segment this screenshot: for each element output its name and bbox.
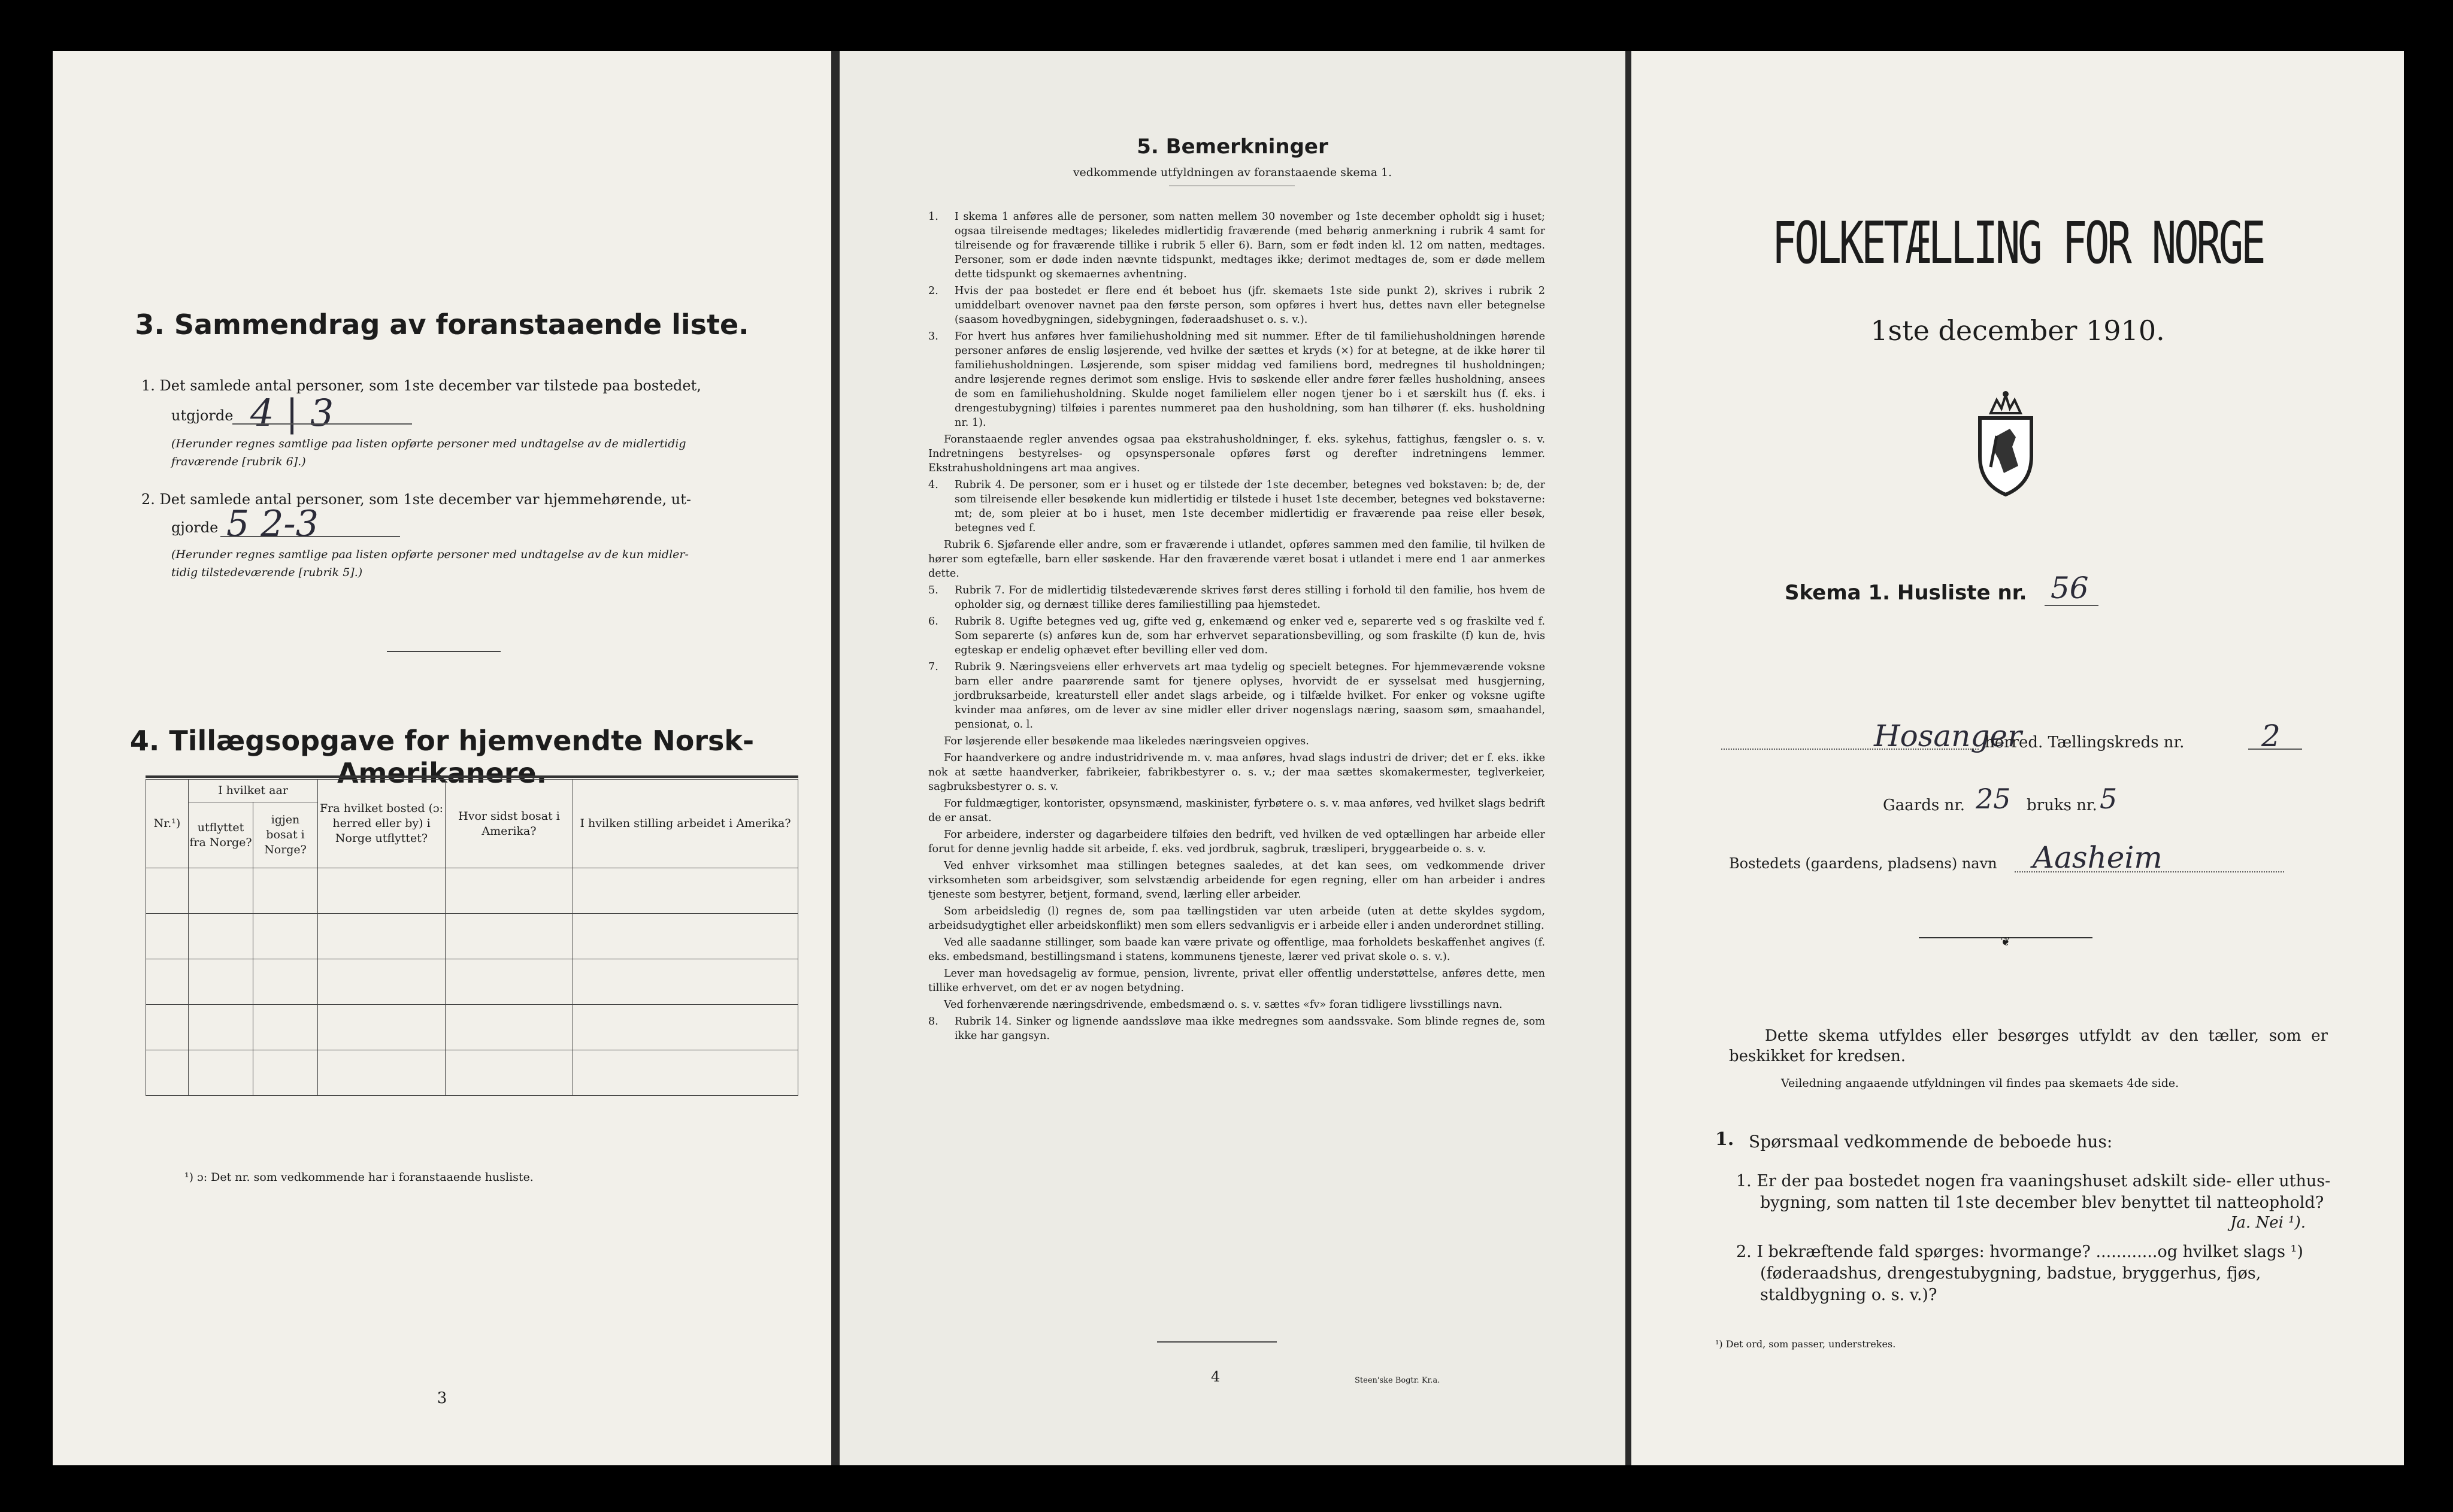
remark-text: I skema 1 anføres alle de personer, som natten mellem 30 november og 1ste december opholdt sig i huset; ogsaa tilreisende medtages; likeledes midlertidig fraværende (med behørig anmerkning i rubrik 4 samt for tilreisende og for fraværende tillike i rubrik 5 eller 6). Barn, som er født inden kl. 12 om natten, medtages. Personer, som er døde inden nævnte tidspunkt, medtages ikke; derimot medtages de, som er døde mellem dette tidspunkt og skemaernes avhentning.	[955, 211, 1545, 280]
question-1: 1. Er der paa bostedet nogen fra vaaningshuset adskilt side- eller uthus-bygning, som natten til 1ste december blev benyttet til natteophold?	[1736, 1172, 2331, 1212]
schema-label: Skema 1. Husliste nr.	[1785, 581, 2027, 605]
bruks-label: bruks nr.	[2027, 796, 2097, 814]
right-page	[1631, 51, 2404, 1465]
remark-text: Rubrik 8. Ugifte betegnes ved ug, gifte ved g, enkemænd og enker ved e, separerte ved s og fraskilte ved f. Som separerte (s) anføres kun de, som har erhvervet separationsbevilling, og som fraskilte (f) kun de, hvis egteskap er endelig ophævet efter bevilling eller ved dom.	[955, 616, 1545, 656]
item1-value: 4 | 3	[250, 391, 334, 435]
remark-number: 7.	[928, 661, 938, 673]
remarks-subtitle: vedkommende utfyldningen av foranstaaende skema 1.	[1073, 166, 1392, 179]
remark-text: Rubrik 9. Næringsveiens eller erhvervets art maa tydelig og specielt betegnes. For hjemmeværende voksne barn eller andre paarørende samt for tjenere oplyses, hvorvidt de er sysselsat med husgjerning, jordbruksarbeide, kreaturstell eller andet slags arbeide, og i tilfælde hvilket. For enker og voksne ugifte kvinder maa anføres, om de lever av sine midler eller driver nogenslags næring, saasom søm, smaahandel, pensionat, o. l.	[955, 661, 1545, 731]
coat-of-arms-icon	[1967, 389, 2045, 497]
remark-text: Som arbeidsledig (l) regnes de, som paa tællingstiden var uten arbeide (uten at dette skyldes sygdom, arbeidsudygtighet eller arbeidskonflikt) men som ellers sedvanligvis er i arbeide eller i anden underordnet stilling.	[928, 905, 1545, 932]
page-number-4: 4	[1211, 1368, 1221, 1385]
remark-text: Foranstaaende regler anvendes ogsaa paa ekstrahusholdninger, f. eks. sykehus, fattighus, fængsler o. s. v. Indretningens bestyrelses- og opsynspersonale opføres først og derefter indretningens lemmer. Ekstrahusholdningens art maa angives.	[928, 434, 1545, 474]
kreds-underline	[2248, 749, 2302, 750]
remark-text: Rubrik 14. Sinker og lignende aandssløve maa ikke medregnes som aandssvake. Som blinde regnes de, som ikke har gangsyn.	[955, 1016, 1545, 1042]
remark-text: For arbeidere, inderster og dagarbeidere tilføies den bedrift, ved hvilken de ved optællingen har arbeide eller forut for denne jevnlig hadde sit arbeide, f. eks. ved jordbruk, sagbruk, træsliperi, bryggearbeide o. s. v.	[928, 829, 1545, 855]
remark-number: 8.	[928, 1016, 938, 1028]
questions-number: 1.	[1715, 1129, 1734, 1150]
herred-underline	[1721, 749, 1979, 750]
herred-label: herred. Tællingskreds nr.	[1985, 734, 2185, 752]
bosted-value: Aasheim	[2033, 840, 2163, 875]
left-page	[53, 51, 831, 1465]
item1-note-line2: fraværende [rubrik 6].)	[171, 455, 306, 468]
section4-title: 4. Tillægsopgave for hjemvendte Norsk-Amerikanere.	[129, 725, 755, 789]
bosted-underline	[2015, 871, 2284, 872]
page-number-3: 3	[437, 1389, 447, 1407]
item1-note-line1: (Herunder regnes samtlige paa listen opførte personer med undtagelse av de midlertidig	[171, 437, 686, 450]
herred-value: Hosanger	[1874, 719, 2022, 753]
husliste-underline	[2045, 605, 2098, 606]
remark-text: Hvis der paa bostedet er flere end ét beboet hus (jfr. skemaets 1ste side punkt 2), skrives i rubrik 2 umiddelbart ovenover navnet paa den første person, som opføres i hvert hus, dettes navn eller betegnelse (saasom hovedbygningen, sidebygningen, føderaadshuset o. s. v.).	[955, 285, 1545, 326]
section3-title: 3. Sammendrag av foranstaaende liste.	[135, 308, 749, 341]
remark-item	[928, 828, 1545, 856]
item1-underline	[232, 423, 412, 425]
bosted-label: Bostedets (gaardens, pladsens) navn	[1729, 855, 1997, 872]
th-returned: igjen bosat i Norge?	[253, 802, 318, 868]
remark-item	[928, 904, 1545, 933]
printer-mark: Steen'ske Bogtr. Kr.a.	[1355, 1376, 1440, 1385]
middle-page	[840, 51, 1625, 1465]
remark-text: Lever man hovedsagelig av formue, pension, livrente, privat eller offentlig understøttelse, anføres dette, men tillike erhvervet, om det er av nogen betydning.	[928, 968, 1545, 994]
question-1-answer: Ja. Nei ¹).	[2230, 1214, 2306, 1232]
th-nr: Nr.¹)	[146, 780, 189, 868]
section-divider	[387, 651, 501, 652]
remark-number: 1.	[928, 211, 938, 223]
remark-item	[928, 538, 1545, 581]
remark-item	[928, 284, 1545, 327]
remark-number: 4.	[928, 479, 938, 491]
table-row	[146, 1050, 798, 1096]
remark-item	[928, 796, 1545, 825]
remark-item	[928, 935, 1545, 964]
item1-text: 1. Det samlede antal personer, som 1ste december var tilstede paa bostedet,	[141, 377, 701, 394]
table-row	[146, 1005, 798, 1050]
question-2: 2. I bekræftende fald spørges: hvormange? ............og hvilket slags ¹) (føderaadshus, drengestubygning, badstue, bryggerhus, fjøs, staldbygning o. s. v.)?	[1736, 1243, 2303, 1304]
kreds-number: 2	[2261, 719, 2281, 753]
guidance-text: Veiledning angaaende utfyldningen vil findes paa skemaets 4de side.	[1781, 1077, 2179, 1090]
remark-text: Rubrik 4. De personer, som er i huset og er tilstede der 1ste december, betegnes ved bokstaven: b; de, der som tilreisende eller besøkende kun midlertidig er tilstede i huset 1ste december, betegnes ved bokstaverne: mt; de, som pleier at bo i huset, men 1ste december midlertidig er fraværende paa reise eller besøk, betegnes ved f.	[955, 479, 1545, 534]
item1-prefix: utgjorde	[171, 407, 234, 424]
remark-number: 2.	[928, 285, 938, 297]
item2-value: 5 2-3	[226, 503, 319, 545]
remarks-list	[928, 210, 1545, 1046]
th-last-america: Hvor sidst bosat i Amerika?	[446, 780, 573, 868]
remark-item	[928, 660, 1545, 732]
remark-number: 5.	[928, 584, 938, 596]
ornament-divider: ❦	[1919, 937, 2092, 944]
census-date: 1ste december 1910.	[1870, 314, 2165, 347]
gaards-number: 25	[1976, 783, 2011, 815]
remark-text: Rubrik 7. For de midlertidig tilstedeværende skrives først deres stilling i forhold til den familie, hos hvem de opholder sig, og dernæst tillike deres familiestilling paa hjemstedet.	[955, 584, 1545, 611]
table-top-rule	[146, 775, 798, 778]
remark-item	[928, 734, 1545, 749]
gaards-label: Gaards nr.	[1883, 796, 1966, 814]
th-from-place: Fra hvilket bosted (ɔ: herred eller by) i Norge utflyttet?	[318, 780, 446, 868]
bruks-number: 5	[2100, 783, 2118, 815]
item2-prefix: gjorde	[171, 519, 219, 536]
remark-item	[928, 478, 1545, 535]
remark-item	[928, 583, 1545, 612]
questions-heading: Spørsmaal vedkommende de beboede hus:	[1749, 1132, 2113, 1152]
husliste-number: 56	[2051, 571, 2089, 605]
item2-note-line2: tidig tilstedeværende [rubrik 5].)	[171, 566, 363, 579]
instruction-text: Dette skema utfyldes eller besørges utfyldt av den tæller, som er beskikket for kredsen.	[1729, 1027, 2328, 1065]
page-fold	[831, 51, 840, 1465]
remark-item	[928, 859, 1545, 902]
remark-item	[928, 329, 1545, 430]
census-title: FOLKETÆLLING FOR NORGE	[1771, 210, 2264, 277]
th-emigrated: utflyttet fra Norge?	[189, 802, 253, 868]
remark-item	[928, 751, 1545, 794]
bottom-rule	[1157, 1341, 1277, 1343]
remark-number: 6.	[928, 616, 938, 628]
table-row	[146, 914, 798, 959]
table-footnote: ¹) ɔ: Det nr. som vedkommende har i foranstaaende husliste.	[184, 1171, 534, 1184]
remark-text: For fuldmægtiger, kontorister, opsynsmænd, maskinister, fyrbøtere o. s. v. maa anføres, ved hvilket slags bedrift de er ansat.	[928, 798, 1545, 824]
th-occupation: I hvilken stilling arbeidet i Amerika?	[573, 780, 798, 868]
remark-text: Ved forhenværende næringsdrivende, embedsmænd o. s. v. sættes «fv» foran tidligere livsstillings navn.	[944, 999, 1503, 1011]
item2-note-line1: (Herunder regnes samtlige paa listen opførte personer med undtagelse av de kun midler-	[171, 548, 689, 561]
remark-text: Ved alle saadanne stillinger, som baade kan være private og offentlige, maa forholdets beskaffenhet angives (f. eks. embedsmand, bestillingsmand i statens, kommunens tjeneste, lærer ved privat skole o. s. v.).	[928, 937, 1545, 963]
right-footnote: ¹) Det ord, som passer, understrekes.	[1715, 1338, 1896, 1350]
item2-text: 2. Det samlede antal personer, som 1ste december var hjemmehørende, ut-	[141, 491, 691, 508]
remark-text: For løsjerende eller besøkende maa likeledes næringsveien opgives.	[944, 735, 1309, 747]
table-row	[146, 868, 798, 914]
th-year-group: I hvilket aar	[189, 780, 318, 802]
remark-item	[928, 614, 1545, 657]
norsk-amerikanere-table	[146, 779, 798, 1096]
remark-item	[928, 966, 1545, 995]
remark-text: Ved enhver virksomhet maa stillingen betegnes saaledes, at det kan sees, om vedkommende driver virksomheten som arbeidsgiver, som selvstændig arbeidende for egen regning, eller om han arbeider i andres tjeneste som bestyrer, betjent, formand, svend, lærling eller arbeider.	[928, 860, 1545, 901]
item2-underline	[220, 536, 400, 537]
remark-number: 3.	[928, 331, 938, 343]
remarks-title: 5. Bemerkninger	[1137, 135, 1328, 159]
remark-item	[928, 210, 1545, 281]
remark-item	[928, 1014, 1545, 1043]
remark-text: For haandverkere og andre industridrivende m. v. maa anføres, hvad slags industri de driver; det er f. eks. ikke nok at sætte haandverker, fabrikeier, fabrikbestyrer o. s. v.; der maa sættes skomakermester, teglverkeier, sagbruksbestyrer o. s. v.	[928, 752, 1545, 793]
remark-item	[928, 998, 1545, 1012]
remark-item	[928, 432, 1545, 475]
remark-text: For hvert hus anføres hver familiehusholdning med sit nummer. Efter de til familiehusholdningen hørende personer anføres de enslig løsjerende, ved hvilke der sættes et kryds (×) for at betegne, at de ikke hører til familiehusholdningen. Løsjerende, som spiser middag ved familiens bord, medregnes til husholdningen; andre løsjerende regnes derimot som enslige. Hvis to søskende eller andre fører fælles husholdning, ansees de som en familiehusholdning. Skulde noget familielem eller nogen tjener bo i et særskilt hus (f. eks. i drengestubygning) tilføies i parentes nummeret paa den husholdning, som han tilhører (f. eks. husholdning nr. 1).	[955, 331, 1545, 429]
table-row	[146, 959, 798, 1005]
remark-text: Rubrik 6. Sjøfarende eller andre, som er fraværende i utlandet, opføres sammen med den familie, til hvilken de hører som egtefælle, barn eller søskende. Har den fraværende været bosat i utlandet i mere end 1 aar anmerkes dette.	[928, 539, 1545, 580]
page-fold	[1625, 51, 1631, 1465]
